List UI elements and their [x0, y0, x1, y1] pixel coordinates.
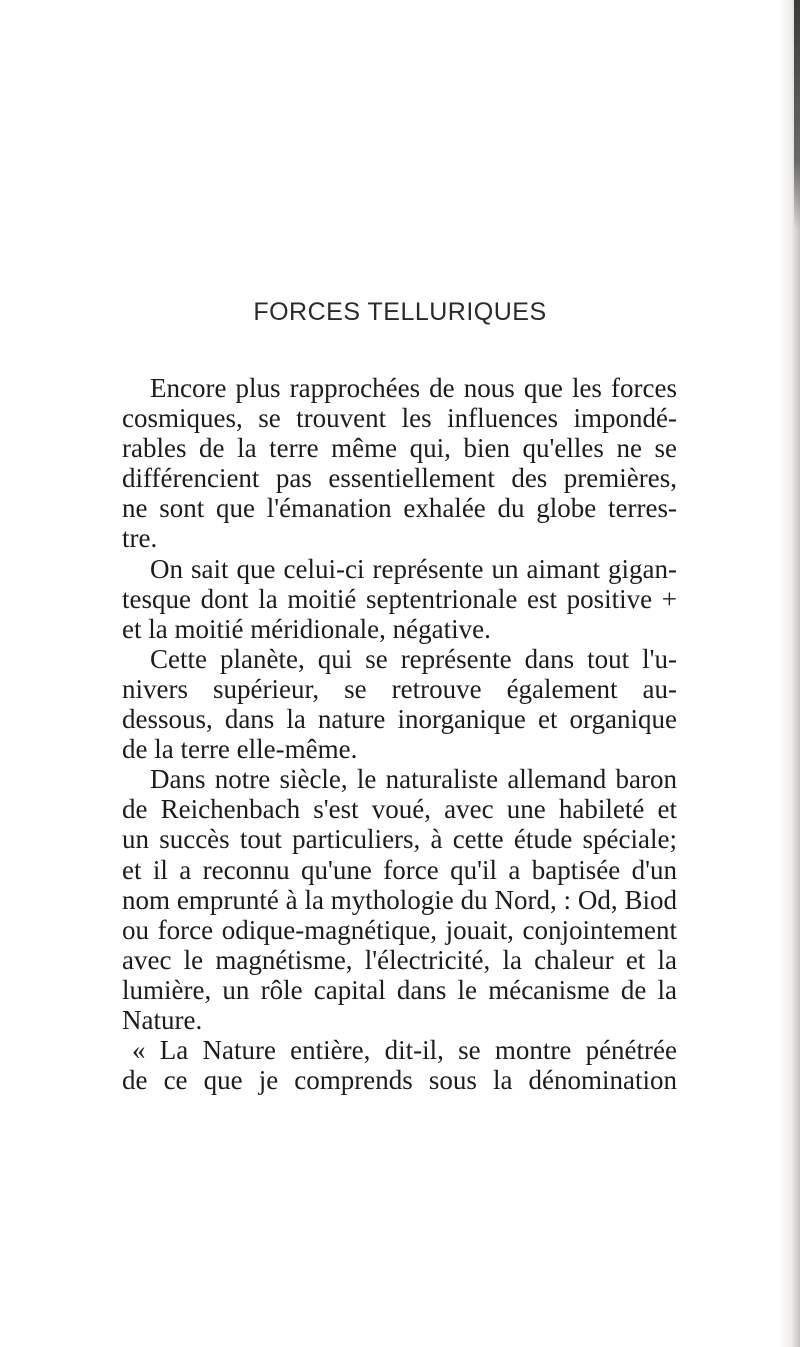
text-line: de ce que je comprends sous la dénomination [122, 1065, 677, 1096]
text-line: cosmiques, se trouvent les influences impondé- [122, 403, 677, 434]
chapter-title: FORCES TELLURIQUES [253, 298, 547, 326]
text-line: et la moitié méridionale, négative. [122, 613, 491, 644]
text-line: On sait que celui-ci représente un aimant gigan- [150, 553, 677, 584]
text-line: ou force odique-magnétique, jouait, conjointement [122, 914, 677, 945]
text-line: de la terre elle-même. [122, 734, 358, 765]
text-line: et il a reconnu qu'une force qu'il a baptisée d'un [122, 854, 677, 885]
text-line: Cette planète, qui se représente dans tout l'u- [150, 643, 677, 674]
text-line: nivers supérieur, se retrouve également au- [122, 673, 677, 704]
text-line: lumière, un rôle capital dans le mécanisme de la [122, 974, 677, 1005]
text-line: Encore plus rapprochées de nous que les forces [150, 373, 677, 403]
text-line: avec le magnétisme, l'électricité, la chaleur et la [122, 944, 677, 975]
text-line: différencient pas essentiellement des premières, [122, 463, 677, 494]
text-line: Nature. [122, 1004, 203, 1035]
text-line: rables de la terre même qui, bien qu'elles ne se [122, 433, 677, 464]
text-line: tre. [122, 523, 158, 554]
text-line: tesque dont la moitié septentrionale est positive + [122, 583, 677, 614]
body-text [122, 373, 677, 1095]
text-line: ne sont que l'émanation exhalée du globe terres- [122, 493, 677, 524]
text-line: dessous, dans la nature inorganique et organique [122, 704, 677, 735]
text-line: nom emprunté à la mythologie du Nord, : Od, Biod [122, 884, 677, 915]
text-line: « La Nature entière, dit-il, se montre pénétrée [132, 1035, 677, 1066]
text-line: de Reichenbach s'est voué, avec une habileté et [122, 794, 677, 825]
text-line: Dans notre siècle, le naturaliste allemand baron [150, 764, 677, 795]
page-edge-binding [794, 0, 800, 230]
text-line: un succès tout particuliers, à cette étude spéciale; [122, 824, 677, 855]
